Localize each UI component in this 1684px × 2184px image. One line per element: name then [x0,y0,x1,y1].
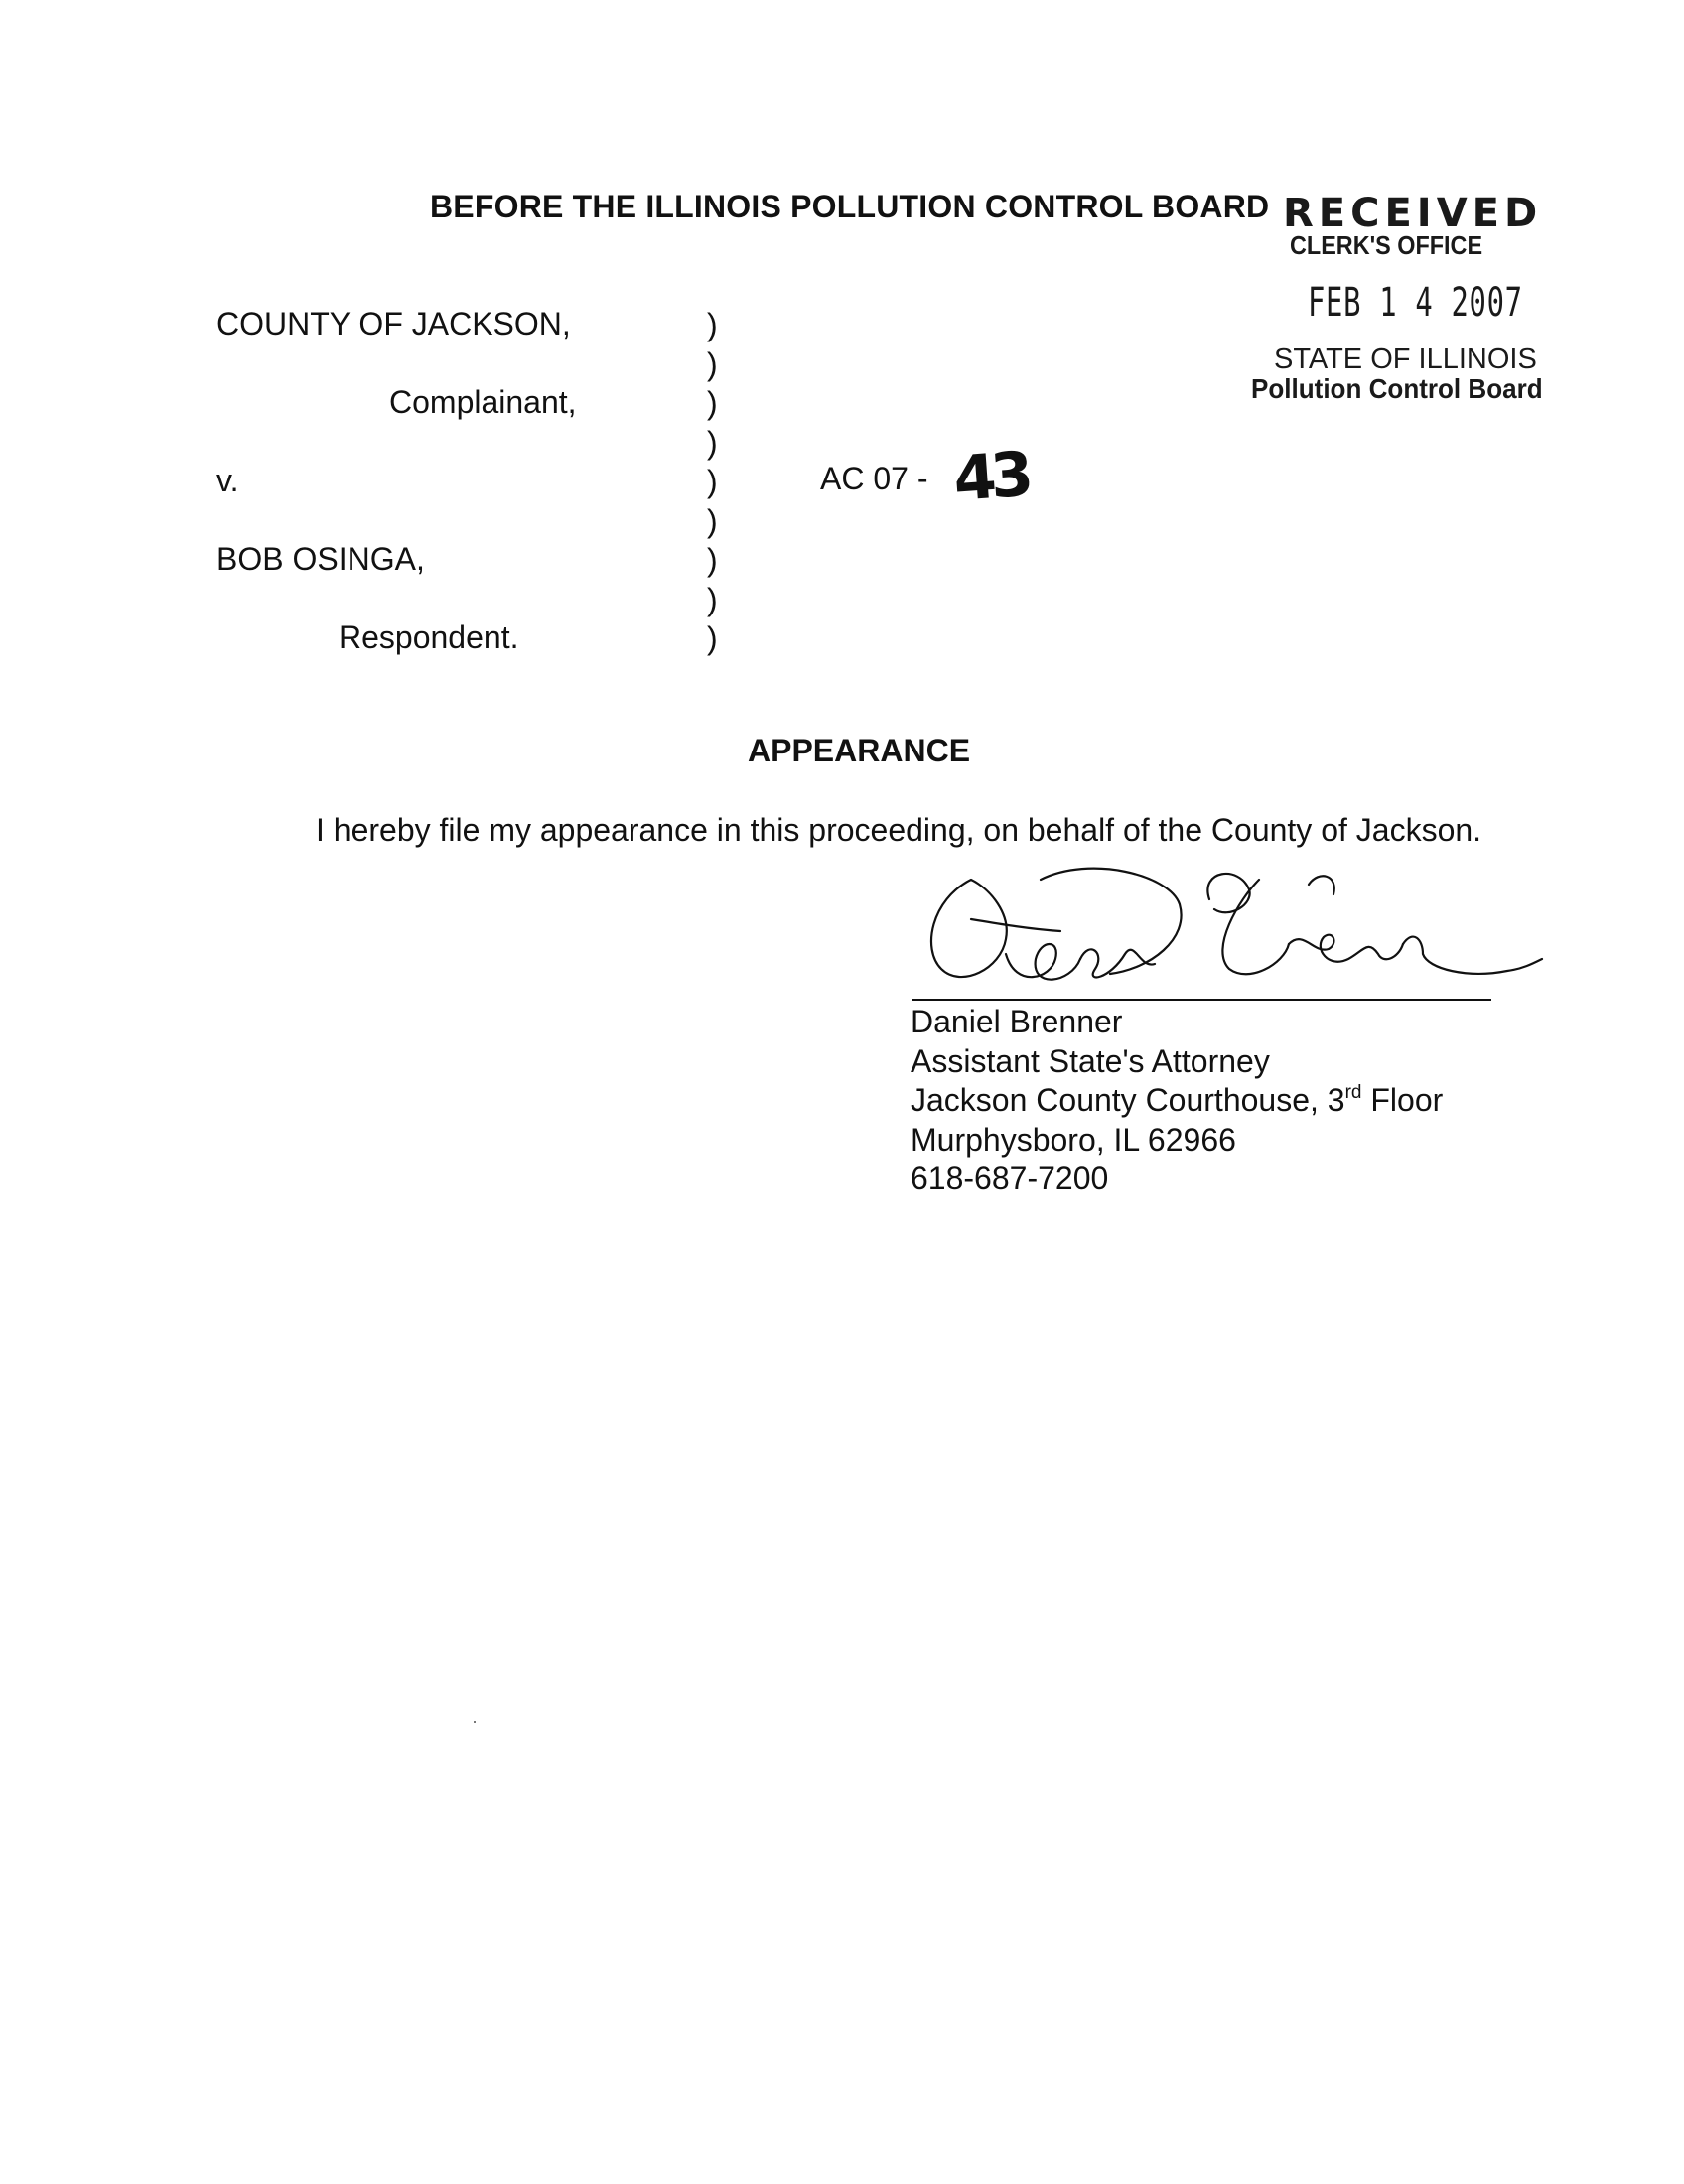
floor-word: Floor [1361,1082,1444,1118]
complainant-name: COUNTY OF JACKSON, [216,306,571,341]
signer-phone: 618-687-7200 [911,1160,1109,1196]
signature-line [912,999,1491,1001]
complainant-role: Complainant, [389,384,577,420]
signer-address [911,1081,1443,1121]
page-heading: BEFORE THE ILLINOIS POLLUTION CONTROL BOARD [430,189,1270,224]
signer-city: Murphysboro, IL 62966 [911,1121,1236,1158]
scan-speck [474,1721,476,1723]
respondent-name: BOB OSINGA, [216,541,425,577]
caption-paren: ) [707,385,718,421]
stamp-date: FEB 1 4 2007 [1308,280,1523,326]
caption-paren: ) [707,581,718,617]
stamp-received: RECEIVED [1283,191,1543,236]
caption-paren: ) [707,424,718,461]
floor-ordinal: rd [1344,1082,1362,1103]
caption-paren: ) [707,542,718,578]
stamp-clerks-office: CLERK'S OFFICE [1290,230,1483,260]
caption-paren: ) [707,620,718,656]
caption-paren: ) [707,307,718,342]
caption-paren: ) [707,345,718,382]
stamp-state: STATE OF ILLINOIS [1274,343,1537,375]
case-number-prefix: AC 07 - [820,461,928,496]
caption-paren: ) [707,502,718,539]
handwritten-signature [912,860,1547,1009]
caption-paren: ) [707,464,718,499]
appearance-statement: I hereby file my appearance in this proceeding, on behalf of the County of Jackson. [316,812,1482,848]
stamp-board: Pollution Control Board [1251,373,1543,404]
address-text: Jackson County Courthouse, 3 [911,1082,1345,1118]
signer-name: Daniel Brenner [911,1004,1123,1039]
versus-label: v. [216,463,239,498]
signer-title: Assistant State's Attorney [911,1042,1270,1079]
appearance-title: APPEARANCE [748,733,971,768]
respondent-role: Respondent. [339,619,519,655]
case-number-handwritten: 43 [951,437,1031,515]
signature-block [911,1003,1443,1199]
caption-parentheses [707,306,727,659]
